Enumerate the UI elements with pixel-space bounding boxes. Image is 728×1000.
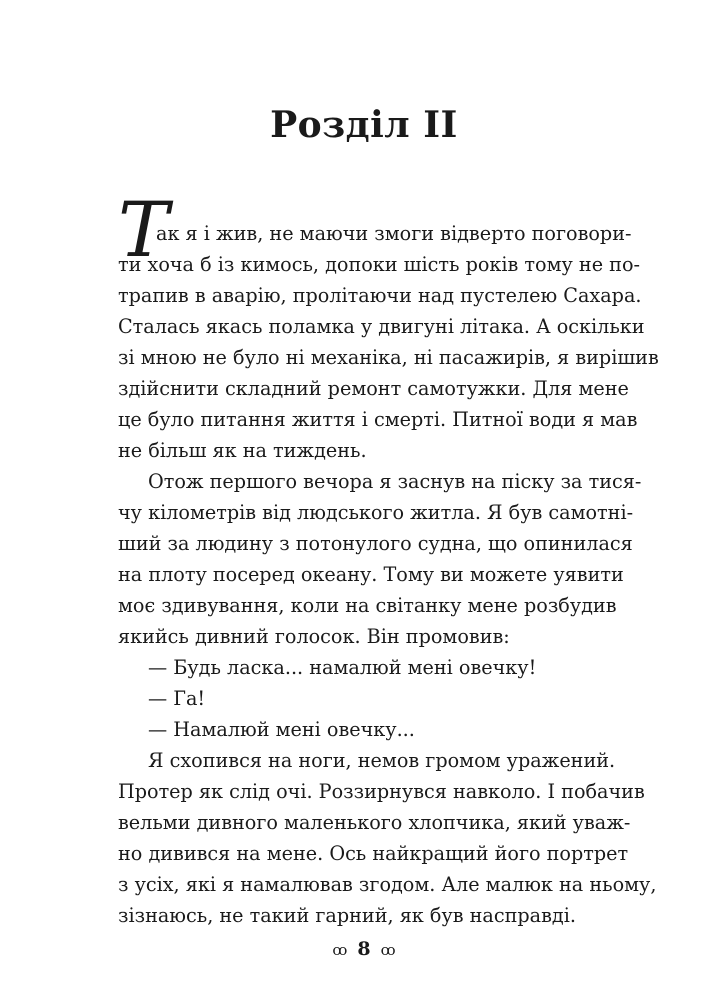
text-line: ти хоча б із кимось, допоки шість років тому не по- xyxy=(118,253,640,276)
text-line: Я схопився на ноги, немов громом уражений. xyxy=(148,749,616,772)
text-line: це було питання життя і смерті. Питної води я мав xyxy=(118,408,638,431)
text-line: з усіх, які я намалював згодом. Але малюк на ньому, xyxy=(118,873,657,896)
text-line: ак я і жив, не маючи змоги відверто поговори- xyxy=(156,222,632,245)
dialogue-line: — Намалюй мені овечку... xyxy=(148,718,415,741)
text-line: чу кілометрів від людського житла. Я був самотні- xyxy=(118,501,634,524)
ornament-left-icon: ꝏ xyxy=(332,941,348,959)
text-line: зі мною не було ні механіка, ні пасажирів, я вирішив xyxy=(118,346,659,369)
chapter-title: Розділ II xyxy=(270,104,458,146)
body-text xyxy=(118,185,659,931)
text-line: на плоту посеред океану. Тому ви можете уявити xyxy=(118,563,624,586)
paragraph-3 xyxy=(118,745,657,931)
text-line: ший за людину з потонулого судна, що опинилася xyxy=(118,532,633,555)
text-line: трапив в аварію, пролітаючи над пустелею Сахара. xyxy=(118,284,642,307)
page-number: 8 xyxy=(357,938,371,960)
ornament-right-icon: ꝏ xyxy=(380,941,396,959)
text-line: Отож першого вечора я заснув на піску за тися- xyxy=(148,470,642,493)
text-line: моє здивування, коли на світанку мене розбудив xyxy=(118,594,617,617)
dialogue-line: — Будь ласка... намалюй мені овечку! xyxy=(148,656,537,679)
text-line: здійснити складний ремонт самотужки. Для мене xyxy=(118,377,629,400)
dialogue xyxy=(118,652,612,745)
text-line: зізнаюсь, не такий гарний, як був насправді. xyxy=(118,904,576,927)
drop-cap: Т xyxy=(118,185,169,274)
dialogue-line: — Га! xyxy=(148,687,206,710)
paragraph-1 xyxy=(118,185,659,466)
page-footer xyxy=(0,938,728,960)
text-line: Протер як слід очі. Роззирнувся навколо. І побачив xyxy=(118,780,645,803)
paragraph-2 xyxy=(118,466,642,652)
text-line: но дивився на мене. Ось найкращий його портрет xyxy=(118,842,629,865)
text-line: не більш як на тиждень. xyxy=(118,439,367,462)
text-line: Сталась якась поламка у двигуні літака. А оскільки xyxy=(118,315,645,338)
text-line: вельми дивного маленького хлопчика, який уваж- xyxy=(118,811,631,834)
text-line: якийсь дивний голосок. Він промовив: xyxy=(118,625,510,648)
